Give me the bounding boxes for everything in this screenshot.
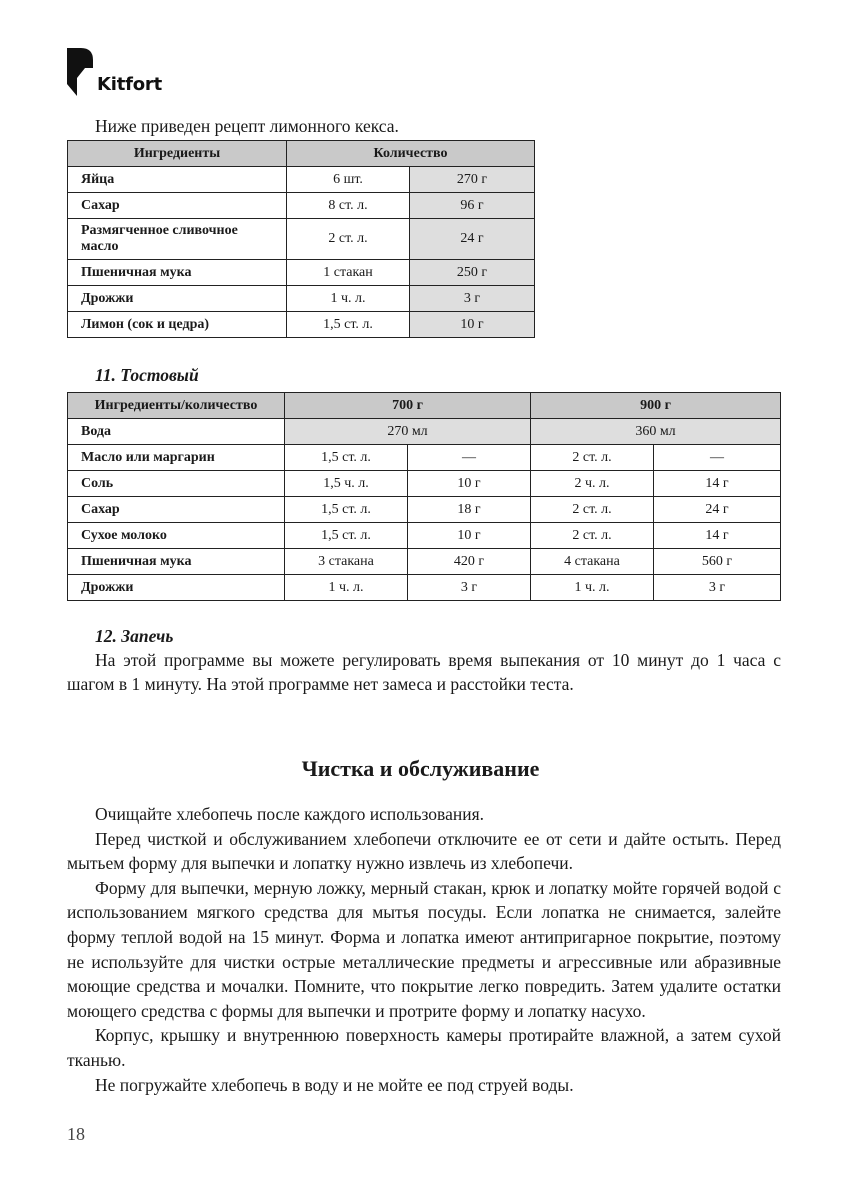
volume-700g: 1,5 ч. л. [285,471,408,497]
cleaning-paragraph: Перед чисткой и обслуживанием хлебопечи отключите ее от сети и дайте остыть. Перед мытьем форму для выпечки и лопатку нужно извлечь из хлебопечи. [67,828,781,874]
quantity-volume: 1 ч. л. [287,286,410,312]
section-11-title: 11. Тостовый [95,365,199,385]
ingredient-name: Сахар [68,497,285,523]
quantity-weight: 3 г [410,286,535,312]
table-row [68,312,535,338]
ingredient-name: Соль [68,471,285,497]
volume-700g: 1,5 ст. л. [285,523,408,549]
ingredient-name: Пшеничная мука [68,260,287,286]
weight-900g: 14 г [654,523,781,549]
quantity-900g: 360 мл [531,419,781,445]
ingredient-name: Дрожжи [68,575,285,601]
volume-900g: 2 ст. л. [531,445,654,471]
ingredient-name: Размягченное сливочное масло [68,219,287,260]
table-row [68,193,535,219]
col-ingredients: Ингредиенты [68,141,287,167]
ingredient-name: Вода [68,419,285,445]
table-row [68,286,535,312]
weight-700g: 10 г [408,471,531,497]
weight-700g: 3 г [408,575,531,601]
section-12-title: 12. Запечь [95,626,174,646]
volume-900g: 2 ст. л. [531,497,654,523]
quantity-volume: 2 ст. л. [287,219,410,260]
weight-900g: — [654,445,781,471]
ingredient-name: Масло или маргарин [68,445,285,471]
weight-900g: 14 г [654,471,781,497]
col-900g: 900 г [531,393,781,419]
table-row [68,445,781,471]
cleaning-paragraph: Не погружайте хлебопечь в воду и не мойте ее под струей воды. [95,1074,574,1095]
volume-700g: 1,5 ст. л. [285,497,408,523]
weight-900g: 3 г [654,575,781,601]
table-row [68,497,781,523]
section-12-text: На этой программе вы можете регулировать время выпекания от 10 минут до 1 часа с шагом в 1 минуту. На этой программе нет замеса и расстойки теста. [67,650,781,694]
quantity-weight: 270 г [410,167,535,193]
kitfort-logo-icon [67,48,93,96]
col-quantity: Количество [287,141,535,167]
volume-900g: 2 ст. л. [531,523,654,549]
weight-700g: — [408,445,531,471]
cleaning-body [67,802,781,1097]
volume-900g: 4 стакана [531,549,654,575]
weight-700g: 18 г [408,497,531,523]
ingredient-name: Пшеничная мука [68,549,285,575]
brand-name: Kitfort [97,74,163,95]
volume-900g: 1 ч. л. [531,575,654,601]
ingredient-name: Дрожжи [68,286,287,312]
toast-table [67,392,781,601]
quantity-volume: 1,5 ст. л. [287,312,410,338]
section-12-body [67,648,781,696]
table-row [68,549,781,575]
table-row [68,471,781,497]
quantity-weight: 96 г [410,193,535,219]
table-row [68,523,781,549]
cleaning-title: Чистка и обслуживание [301,756,540,781]
intro-text: Ниже приведен рецепт лимонного кекса. [95,116,399,136]
quantity-volume: 1 стакан [287,260,410,286]
cleaning-paragraph: Форму для выпечки, мерную ложку, мерный стакан, крюк и лопатку мойте горячей водой с использованием мягкого средства для мытья посуды. Если лопатка не снимается, залейте форму теплой водой на 15 минут. Форма и лопатка имеют антипригарное покрытие, поэтому не используйте для чистки острые металлические предметы и агрессивные или абразивные моющие средства и мочалки. Помните, что покрытие легко повредить. Затем удалите остатки моющего средства с формы для выпечки и протрите форму и лопатку насухо. [67,877,781,1021]
quantity-weight: 24 г [410,219,535,260]
volume-700g: 1,5 ст. л. [285,445,408,471]
table-row [68,575,781,601]
ingredient-name: Яйца [68,167,287,193]
page-number: 18 [67,1124,85,1144]
ingredient-name: Сухое молоко [68,523,285,549]
brand-logo [67,48,167,98]
table-row [68,167,535,193]
quantity-700g: 270 мл [285,419,531,445]
lemon-cake-table [67,140,535,338]
table-row [68,219,535,260]
weight-700g: 10 г [408,523,531,549]
volume-900g: 2 ч. л. [531,471,654,497]
table-row [68,419,781,445]
col-700g: 700 г [285,393,531,419]
volume-700g: 1 ч. л. [285,575,408,601]
cleaning-paragraph: Очищайте хлебопечь после каждого использования. [95,804,485,824]
ingredient-name: Сахар [68,193,287,219]
weight-900g: 560 г [654,549,781,575]
quantity-weight: 250 г [410,260,535,286]
volume-700g: 3 стакана [285,549,408,575]
quantity-volume: 8 ст. л. [287,193,410,219]
weight-700g: 420 г [408,549,531,575]
quantity-volume: 6 шт. [287,167,410,193]
cleaning-paragraph: Корпус, крышку и внутреннюю поверхность камеры протирайте влажной, а затем сухой тканью. [67,1025,781,1070]
quantity-weight: 10 г [410,312,535,338]
col-ingredients-quantity: Ингредиенты/количество [68,393,285,419]
table-row [68,260,535,286]
ingredient-name: Лимон (сок и цедра) [68,312,287,338]
weight-900g: 24 г [654,497,781,523]
